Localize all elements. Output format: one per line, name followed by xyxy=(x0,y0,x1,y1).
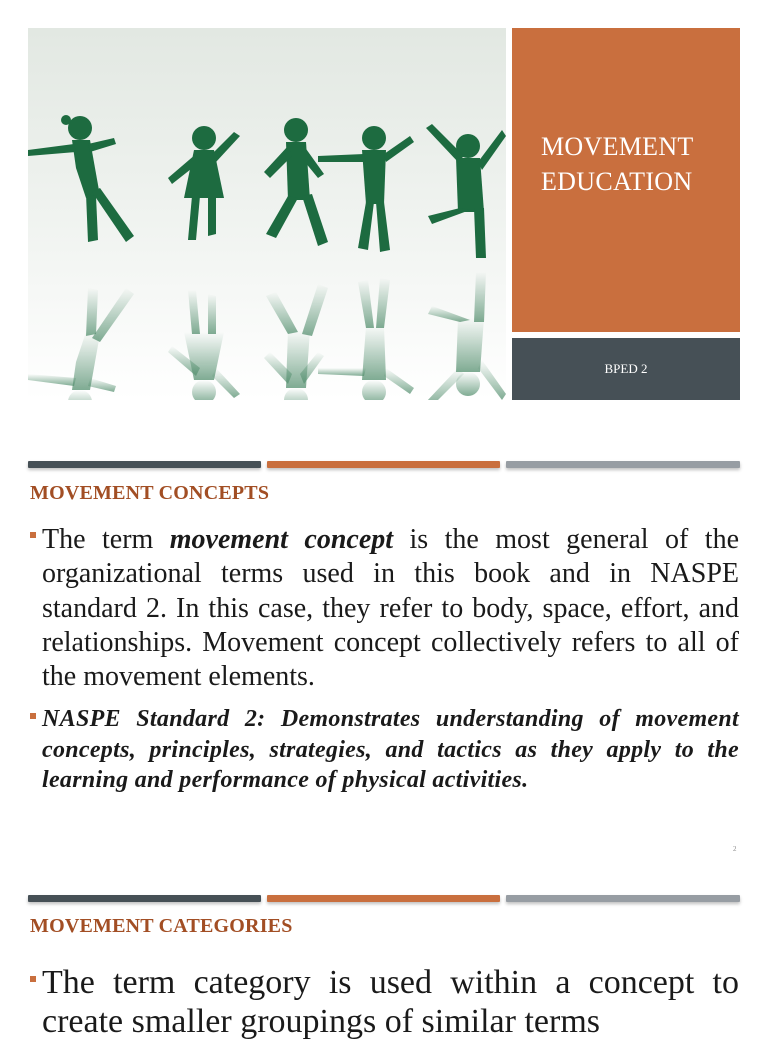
bullet-text xyxy=(42,523,739,694)
divider-bar-orange xyxy=(267,895,500,902)
divider-bars xyxy=(28,461,740,468)
title-line-1: MOVEMENT xyxy=(541,132,694,161)
bullet-text: NASPE Standard 2: Demonstrates understanding of movement concepts, principles, strategies, and tactics as they apply to the learning and performance of physical activities. xyxy=(42,706,739,793)
divider-bar-gray xyxy=(506,461,740,468)
subtitle-panel xyxy=(512,338,740,400)
page-number: 2 xyxy=(733,845,737,853)
divider-bar-dark xyxy=(28,895,261,902)
section-heading: MOVEMENT CATEGORIES xyxy=(30,915,293,937)
section-heading: MOVEMENT CONCEPTS xyxy=(30,482,270,504)
title-image xyxy=(28,28,506,400)
bullet-text-start: The term xyxy=(42,524,170,555)
slide-subtitle: BPED 2 xyxy=(604,361,648,376)
bullet-marker xyxy=(30,532,36,538)
bullet-item xyxy=(30,523,739,694)
bullet-marker xyxy=(30,713,36,719)
bullet-marker xyxy=(30,976,36,982)
bullet-emphasis: movement concept xyxy=(169,524,394,555)
children-silhouettes-image xyxy=(28,28,506,400)
divider-bar-dark xyxy=(28,461,261,468)
bullet-item xyxy=(30,704,739,796)
bullet-item xyxy=(30,963,739,1041)
divider-bar-gray xyxy=(506,895,740,902)
divider-bars xyxy=(28,895,740,902)
divider-bar-orange xyxy=(267,461,500,468)
slide-title xyxy=(541,129,711,199)
bullet-text-end: is the most general of the organizational terms used in this book and in NASPE standard 2. In this case, they refer to body, space, effort, and relationships. Movement concept collectively refers to all of the movement elements. xyxy=(42,524,739,693)
title-panel xyxy=(512,28,740,332)
bullet-text: The term category is used within a concept to create smaller groupings of similar terms xyxy=(42,964,739,1040)
title-line-2: EDUCATION xyxy=(541,167,693,196)
